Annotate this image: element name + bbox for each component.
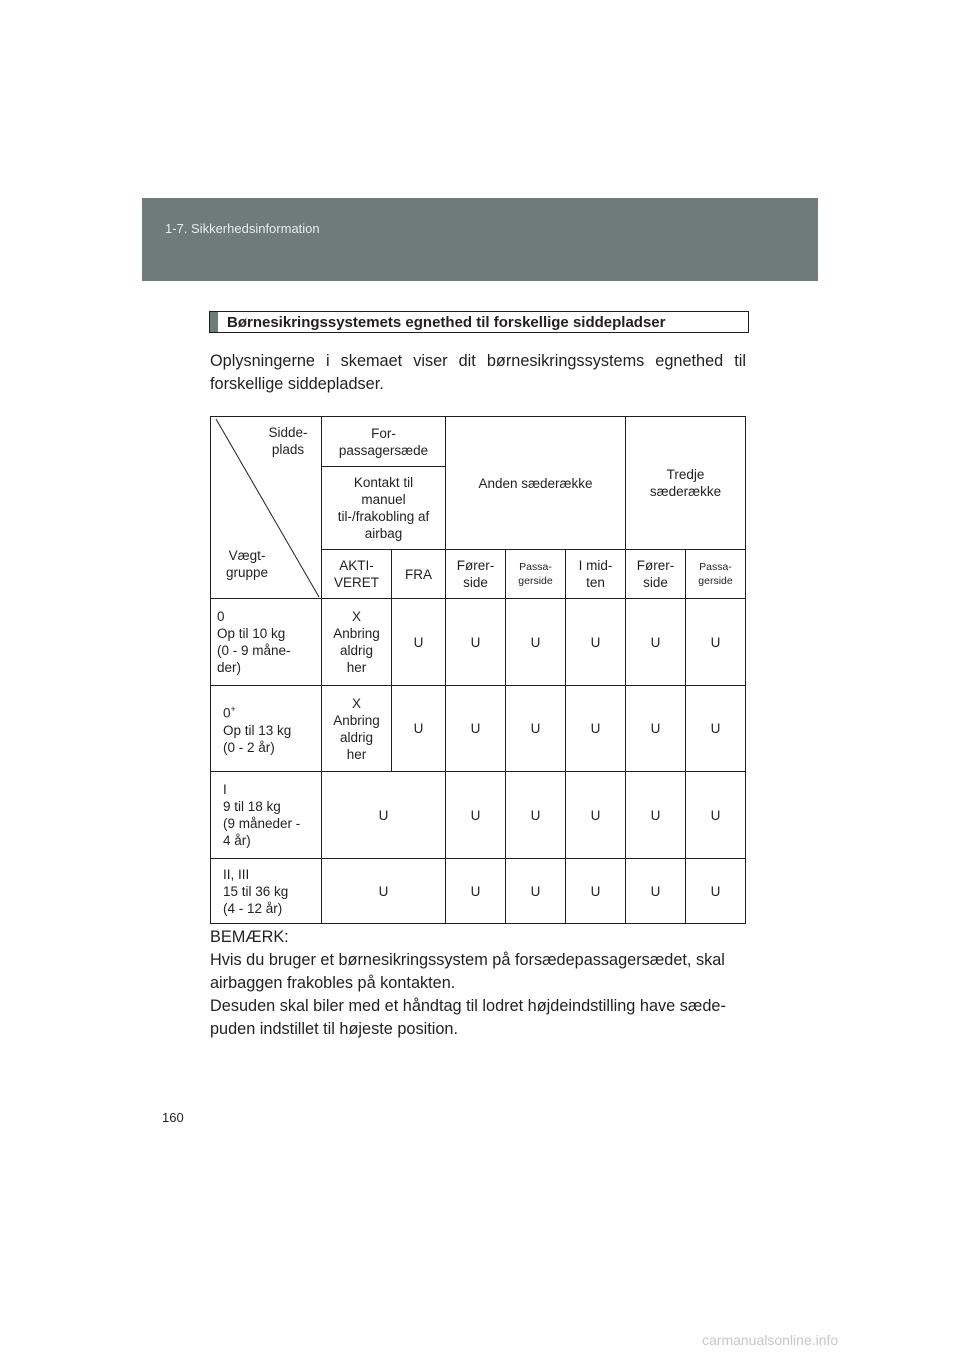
col-aktiveret: AKTI- VERET (322, 550, 392, 599)
front-merged-cell: U (322, 859, 446, 924)
section-title: Børnesikringssystemets egnethed til forskellige siddepladser (227, 314, 666, 331)
front-merged-cell: U (322, 772, 446, 859)
value-cell: U (446, 772, 506, 859)
weight-group-label: 0 Op til 10 kg (0 - 9 måne- der) (211, 599, 322, 686)
table-row (211, 772, 746, 859)
note-heading: BEMÆRK: (210, 928, 289, 946)
col-driver-side-3: Fører- side (626, 550, 686, 599)
value-cell: U (506, 772, 566, 859)
corner-weight-label: Vægt- gruppe (225, 548, 269, 580)
value-cell: U (566, 686, 626, 772)
airbag-switch-header: Kontakt til manuel til-/frakobling af airbag (322, 467, 446, 550)
value-cell: U (506, 599, 566, 686)
note-block (210, 926, 750, 1041)
third-row-header: Tredje sæderække (626, 417, 746, 550)
page-number: 160 (162, 1110, 184, 1125)
value-cell: U (506, 859, 566, 924)
col-driver-side-2: Fører- side (446, 550, 506, 599)
note-line: Hvis du bruger et børnesikringssystem på forsædepassagersædet, skal (210, 951, 725, 969)
value-cell: U (626, 859, 686, 924)
table-row (211, 686, 746, 772)
table-row (211, 599, 746, 686)
col-passenger-side-2: Passa- gerside (506, 550, 566, 599)
note-line: airbaggen frakobles på kontakten. (210, 974, 456, 992)
weight-group-label: I 9 til 18 kg (9 måneder - 4 år) (211, 772, 322, 859)
value-cell: U (446, 599, 506, 686)
section-title-bar (209, 311, 749, 333)
header-band (142, 198, 818, 281)
value-cell: U (566, 772, 626, 859)
value-cell: U (446, 686, 506, 772)
note-line: puden indstillet til højeste position. (210, 1020, 458, 1038)
table-row (211, 859, 746, 924)
section-breadcrumb: 1-7. Sikkerhedsinformation (165, 221, 320, 236)
suitability-table (210, 416, 746, 924)
front-passenger-header: For- passagersæde (322, 417, 446, 467)
aktiveret-cell: X Anbring aldrig her (322, 599, 392, 686)
col-fra: FRA (392, 550, 446, 599)
value-cell: U (566, 859, 626, 924)
intro-paragraph: Oplysningerne i skemaet viser dit børnesikringssystems egnethed til forskellige siddepladser. (210, 352, 746, 393)
value-cell: U (506, 686, 566, 772)
fra-cell: U (392, 686, 446, 772)
value-cell: U (566, 599, 626, 686)
value-cell: U (686, 772, 746, 859)
aktiveret-cell: X Anbring aldrig her (322, 686, 392, 772)
value-cell: U (446, 859, 506, 924)
col-middle: I mid- ten (566, 550, 626, 599)
value-cell: U (626, 599, 686, 686)
col-passenger-side-3: Passa- gerside (686, 550, 746, 599)
value-cell: U (686, 599, 746, 686)
corner-seat-label: Sidde- plads (268, 425, 308, 457)
weight-group-label: II, III 15 til 36 kg (4 - 12 år) (211, 859, 322, 924)
value-cell: U (686, 859, 746, 924)
note-line: Desuden skal biler med et håndtag til lodret højdeindstilling have sæde- (210, 997, 726, 1015)
section-marker (210, 312, 218, 332)
second-row-header: Anden sæderække (446, 417, 626, 550)
value-cell: U (686, 686, 746, 772)
watermark: carmanualsonline.info (702, 1332, 839, 1348)
value-cell: U (626, 772, 686, 859)
table-corner-cell (211, 417, 322, 599)
value-cell: U (626, 686, 686, 772)
fra-cell: U (392, 599, 446, 686)
weight-group-label: 0+ Op til 13 kg (0 - 2 år) (211, 686, 322, 772)
